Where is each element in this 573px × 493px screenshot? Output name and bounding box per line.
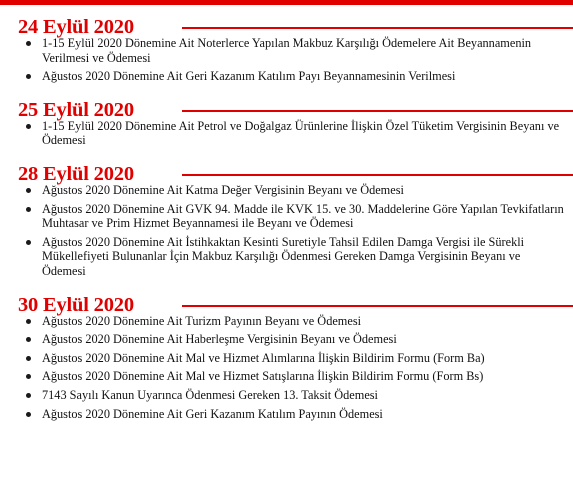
date-section-25 xyxy=(0,88,573,148)
list-item-text: Ağustos 2020 Dönemine Ait GVK 94. Madde ile KVK 15. ve 30. Maddelerine Göre Yapılan Tevkifatların Muhtasar ve Prim Hizmet Beyannamesi ile Beyanı ve Ödemesi xyxy=(42,201,564,231)
date-section-28 xyxy=(0,152,573,279)
tax-calendar xyxy=(0,5,573,425)
deadline-list xyxy=(0,314,573,422)
bullet-icon xyxy=(26,74,31,79)
date-header xyxy=(0,283,573,314)
date-heading: 24 Eylül 2020 xyxy=(18,16,134,38)
date-header xyxy=(0,5,573,36)
bullet-icon xyxy=(26,41,31,46)
list-item-text: Ağustos 2020 Dönemine Ait Geri Kazanım Katılım Payının Ödemesi xyxy=(42,406,383,421)
deadline-list xyxy=(0,36,573,84)
deadline-list xyxy=(0,183,573,279)
list-item xyxy=(0,407,573,422)
list-item-text: Ağustos 2020 Dönemine Ait İstihkaktan Kesinti Suretiyle Tahsil Edilen Damga Vergisi ile Sürekli Mükellefiyeti Bulunanlar İçin Makbuz Karşılığı Ödenmesi Gereken Damga Vergisinin Beyanı ve Ödemesi xyxy=(42,234,525,278)
list-item-text: Ağustos 2020 Dönemine Ait Mal ve Hizmet Alımlarına İlişkin Bildirim Formu (Form Ba) xyxy=(42,350,485,365)
list-item xyxy=(0,202,573,231)
date-section-24 xyxy=(0,5,573,84)
list-item xyxy=(0,183,573,198)
list-item xyxy=(0,119,573,148)
list-item xyxy=(0,369,573,384)
bullet-icon xyxy=(26,124,31,129)
list-item-text: Ağustos 2020 Dönemine Ait Turizm Payının Beyanı ve Ödemesi xyxy=(42,313,362,328)
date-header xyxy=(0,152,573,183)
list-item xyxy=(0,332,573,347)
bullet-icon xyxy=(26,374,31,379)
list-item xyxy=(0,36,573,65)
bullet-icon xyxy=(26,393,31,398)
list-item xyxy=(0,314,573,329)
date-heading: 28 Eylül 2020 xyxy=(18,162,134,185)
bullet-icon xyxy=(26,356,31,361)
list-item-text: Ağustos 2020 Dönemine Ait Haberleşme Vergisinin Beyanı ve Ödemesi xyxy=(42,332,397,347)
list-item-text: Ağustos 2020 Dönemine Ait Katma Değer Vergisinin Beyanı ve Ödemesi xyxy=(42,182,404,197)
date-divider xyxy=(182,305,573,307)
list-item xyxy=(0,69,573,84)
list-item-text: Ağustos 2020 Dönemine Ait Mal ve Hizmet Satışlarına İlişkin Bildirim Formu (Form Bs) xyxy=(42,369,484,384)
bullet-icon xyxy=(26,207,31,212)
bullet-icon xyxy=(26,412,31,417)
list-item-text: Ağustos 2020 Dönemine Ait Geri Kazanım Katılım Payı Beyannamesinin Verilmesi xyxy=(42,69,456,84)
bullet-icon xyxy=(26,240,31,245)
date-divider xyxy=(182,110,573,112)
date-divider xyxy=(182,174,573,176)
list-item-text: 1-15 Eylül 2020 Dönemine Ait Petrol ve Doğalgaz Ürünlerine İlişkin Özel Tüketim Vergisinin Beyanı ve Ödemesi xyxy=(42,118,560,148)
list-item xyxy=(0,351,573,366)
list-item-text: 7143 Sayılı Kanun Uyarınca Ödenmesi Gereken 13. Taksit Ödemesi xyxy=(42,387,378,402)
date-heading: 30 Eylül 2020 xyxy=(18,293,134,316)
list-item-text: 1-15 Eylül 2020 Dönemine Ait Noterlerce Yapılan Makbuz Karşılığı Ödemelere Ait Beyannamenin Verilmesi ve Ödemesi xyxy=(42,36,532,65)
list-item xyxy=(0,235,573,279)
list-item xyxy=(0,388,573,403)
date-divider xyxy=(182,27,573,29)
date-heading: 25 Eylül 2020 xyxy=(18,98,134,121)
bullet-icon xyxy=(26,319,31,324)
bullet-icon xyxy=(26,188,31,193)
date-section-30 xyxy=(0,283,573,422)
deadline-list xyxy=(0,119,573,148)
bullet-icon xyxy=(26,337,31,342)
date-header xyxy=(0,88,573,119)
